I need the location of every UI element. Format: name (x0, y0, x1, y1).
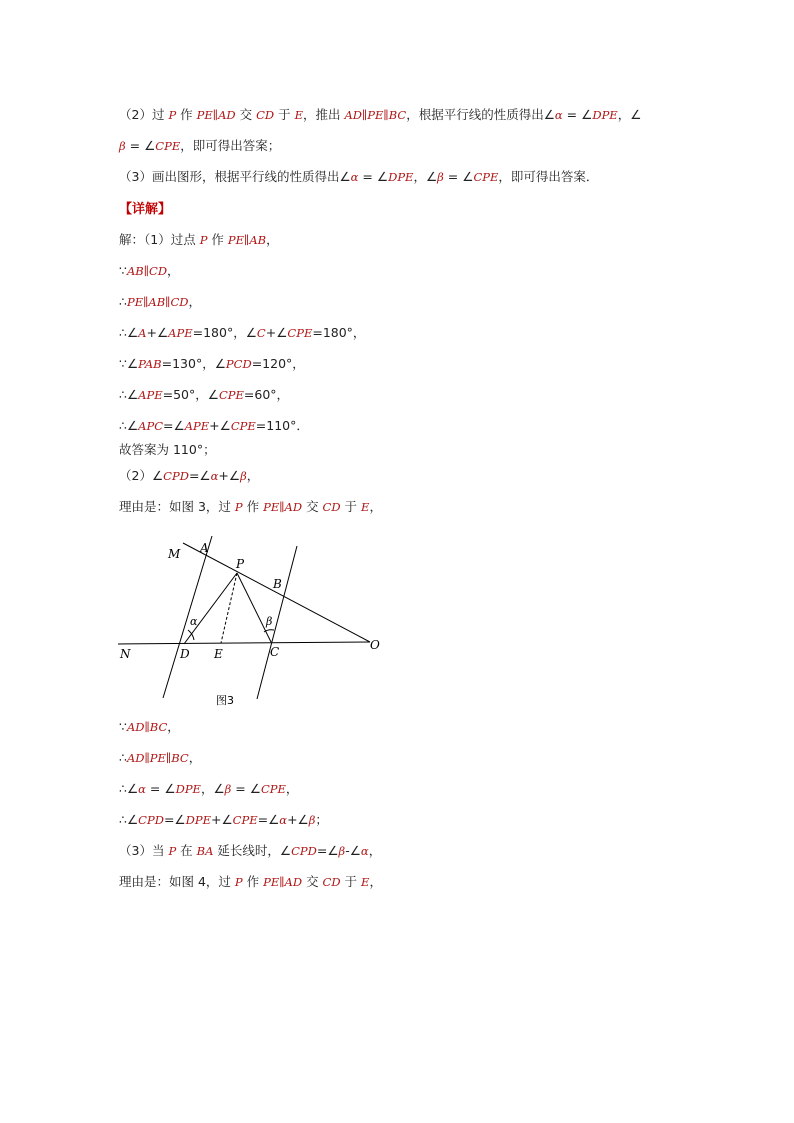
math-term: E (361, 875, 370, 889)
math-term: CPE (232, 813, 258, 827)
text-line-s7 (119, 417, 309, 435)
text-run: ， (167, 719, 180, 734)
text-run: 在 (176, 843, 197, 858)
text-line-s5 (119, 355, 305, 373)
text-line-s10 (119, 498, 382, 516)
point-label-m: M (168, 547, 181, 561)
point-label-e: E (214, 647, 223, 661)
text-run: +∠ (209, 418, 231, 433)
text-run: =∠ (163, 812, 186, 827)
angle-label-alpha: α (190, 615, 198, 628)
text-line-s9 (119, 467, 259, 485)
text-run: ， (188, 750, 202, 765)
math-term: PE∥AD (263, 500, 303, 514)
math-term: CD (322, 500, 341, 514)
text-run: =130°，∠ (161, 356, 226, 371)
text-run: =∠ (188, 468, 211, 483)
text-run: ∴∠ (119, 325, 139, 340)
math-term: PAB (138, 357, 162, 371)
math-term: C (256, 326, 266, 340)
text-run: =120°， (251, 356, 305, 371)
text-run: +∠ (210, 812, 233, 827)
point-label-a: A (200, 541, 209, 555)
math-term: α (360, 844, 369, 858)
text-run: ， (369, 499, 382, 514)
text-line-p2a (119, 106, 641, 124)
text-run: （3）画出图形，根据平行线的性质得出∠ (119, 169, 351, 184)
text-line-s15 (119, 842, 381, 860)
math-term: PE∥AD (263, 875, 303, 889)
text-run: +∠ (287, 812, 309, 827)
text-run: 交 (235, 107, 257, 122)
text-run: ∵ (119, 719, 127, 734)
text-run: = ∠ (443, 169, 474, 184)
math-term: β (224, 782, 232, 796)
point-label-o: O (370, 638, 380, 652)
text-run: ∵ (119, 263, 127, 278)
text-run: =60°， (243, 387, 290, 402)
angle-label-beta: β (266, 615, 273, 628)
math-term: DPE (185, 813, 211, 827)
line-mo (183, 543, 370, 642)
math-term: P (168, 844, 177, 858)
text-line-s2 (119, 262, 180, 280)
text-line-s13 (119, 780, 298, 798)
text-run: =110°． (255, 418, 309, 433)
math-term: APE (138, 388, 163, 402)
text-run: （2）过 (119, 107, 169, 122)
text-run: ， (285, 781, 299, 796)
math-term: PE∥AD (196, 108, 236, 122)
text-run: ； (315, 812, 328, 827)
text-run: 作 (242, 499, 264, 514)
math-term: AD∥BC (126, 720, 168, 734)
text-run: 交 (302, 874, 323, 889)
text-run: ， (167, 263, 180, 278)
text-run: ， (246, 468, 260, 483)
text-line-s3 (119, 293, 201, 311)
text-run: ，即可得出答案； (180, 138, 281, 153)
point-label-d: D (180, 647, 190, 661)
math-term: DPE (388, 170, 414, 184)
text-run: +∠ (265, 325, 288, 340)
math-term: APE (168, 326, 193, 340)
math-term: α (350, 170, 359, 184)
math-term: PCD (225, 357, 252, 371)
text-run: =180°，∠ (192, 325, 257, 340)
text-run: ， (266, 232, 279, 247)
line-no (118, 642, 370, 644)
math-term: PE∥AB (227, 233, 267, 247)
text-run: = ∠ (358, 169, 389, 184)
math-term: α (554, 108, 563, 122)
text-run: 作 (242, 874, 264, 889)
text-line-p2b (119, 137, 280, 155)
text-run: ∵∠ (119, 356, 139, 371)
math-term: CPE (230, 419, 256, 433)
text-line-s11 (119, 718, 180, 736)
text-run: =50°，∠ (162, 387, 219, 402)
text-run: 于 (340, 874, 362, 889)
text-run: ， (188, 294, 202, 309)
math-term: CPE (473, 170, 499, 184)
text-run: ∴∠ (119, 812, 139, 827)
math-term: β (240, 469, 247, 483)
text-run: =∠ (163, 418, 185, 433)
text-run: ，根据平行线的性质得出∠ (406, 107, 555, 122)
text-run: 作 (176, 107, 197, 122)
segment-pc (237, 573, 271, 642)
text-run: ， (369, 874, 382, 889)
math-term: α (279, 813, 288, 827)
text-run: 理由是：如图 3，过 (119, 499, 235, 514)
figure-caption: 图3 (216, 694, 234, 707)
text-run: 交 (302, 499, 323, 514)
text-run: 延长线时，∠ (213, 843, 292, 858)
text-run: =180°， (312, 325, 366, 340)
math-term: CPE (155, 139, 181, 153)
math-term: CPE (287, 326, 313, 340)
math-term: P (234, 875, 243, 889)
text-line-s4 (119, 324, 365, 342)
text-run: +∠ (218, 468, 241, 483)
text-run: ，∠ (617, 107, 642, 122)
math-term: P (234, 500, 243, 514)
text-run: 故答案为 110°； (119, 442, 216, 457)
point-label-n: N (120, 647, 131, 661)
text-run: ∴∠ (119, 781, 139, 796)
section-heading: 【详解】 (119, 202, 172, 217)
math-term: P (199, 233, 208, 247)
text-run: = ∠ (125, 138, 156, 153)
math-term: DPE (592, 108, 618, 122)
math-term: CPD (291, 844, 317, 858)
math-term: β (119, 139, 126, 153)
text-run: +∠ (146, 325, 169, 340)
text-line-p3 (119, 168, 598, 186)
text-run: = ∠ (562, 107, 593, 122)
text-run: 于 (340, 499, 362, 514)
text-run: 作 (207, 232, 228, 247)
geometry-figure-3 (118, 528, 388, 713)
math-term: CD (256, 108, 275, 122)
text-line-heading (119, 200, 171, 219)
text-run: = ∠ (145, 781, 176, 796)
text-run: ， (368, 843, 382, 858)
point-label-c: C (270, 645, 280, 659)
text-run: 理由是：如图 4，过 (119, 874, 235, 889)
math-term: CD (322, 875, 341, 889)
math-term: APE (184, 419, 210, 433)
text-run: 解：（1）过点 (119, 232, 200, 247)
text-run: ∴∠ (119, 387, 139, 402)
text-run: -∠ (345, 843, 361, 858)
math-term: E (361, 500, 370, 514)
math-term: β (437, 170, 444, 184)
math-term: AD∥PE∥BC (344, 108, 407, 122)
text-run: =∠ (316, 843, 339, 858)
text-line-s1 (119, 231, 279, 249)
math-term: P (168, 108, 177, 122)
text-run: （3）当 (119, 843, 169, 858)
text-run: ∴ (119, 750, 127, 765)
text-run: ，推出 (302, 107, 345, 122)
text-line-s6 (119, 386, 289, 404)
text-run: ∴∠ (119, 418, 139, 433)
math-term: CPD (138, 813, 164, 827)
math-term: α (210, 469, 219, 483)
math-term: BA (196, 844, 214, 858)
math-term: α (138, 782, 146, 796)
text-run: （2）∠ (119, 468, 164, 483)
math-term: APC (138, 419, 164, 433)
text-line-s14 (119, 811, 328, 829)
text-line-s12 (119, 749, 201, 767)
text-run: ∴ (119, 294, 127, 309)
math-term: DPE (175, 782, 201, 796)
line-bc (257, 546, 297, 699)
math-term: β (308, 813, 316, 827)
point-label-b: B (273, 577, 282, 591)
text-run: ，即可得出答案． (498, 169, 599, 184)
math-term: A (138, 326, 147, 340)
text-run: ，∠ (413, 169, 438, 184)
text-run: = ∠ (231, 781, 261, 796)
text-line-s8 (119, 441, 216, 459)
text-line-s16 (119, 873, 382, 891)
math-term: PE∥AB∥CD (126, 295, 189, 309)
text-run: ，∠ (200, 781, 225, 796)
math-term: CPE (260, 782, 286, 796)
text-run: 于 (274, 107, 295, 122)
math-term: E (294, 108, 303, 122)
point-label-p: P (236, 557, 245, 571)
math-term: AB∥CD (126, 264, 168, 278)
math-term: CPD (163, 469, 189, 483)
text-run: =∠ (257, 812, 280, 827)
math-term: AD∥PE∥BC (126, 751, 189, 765)
math-term: CPE (218, 388, 244, 402)
math-term: β (338, 844, 346, 858)
